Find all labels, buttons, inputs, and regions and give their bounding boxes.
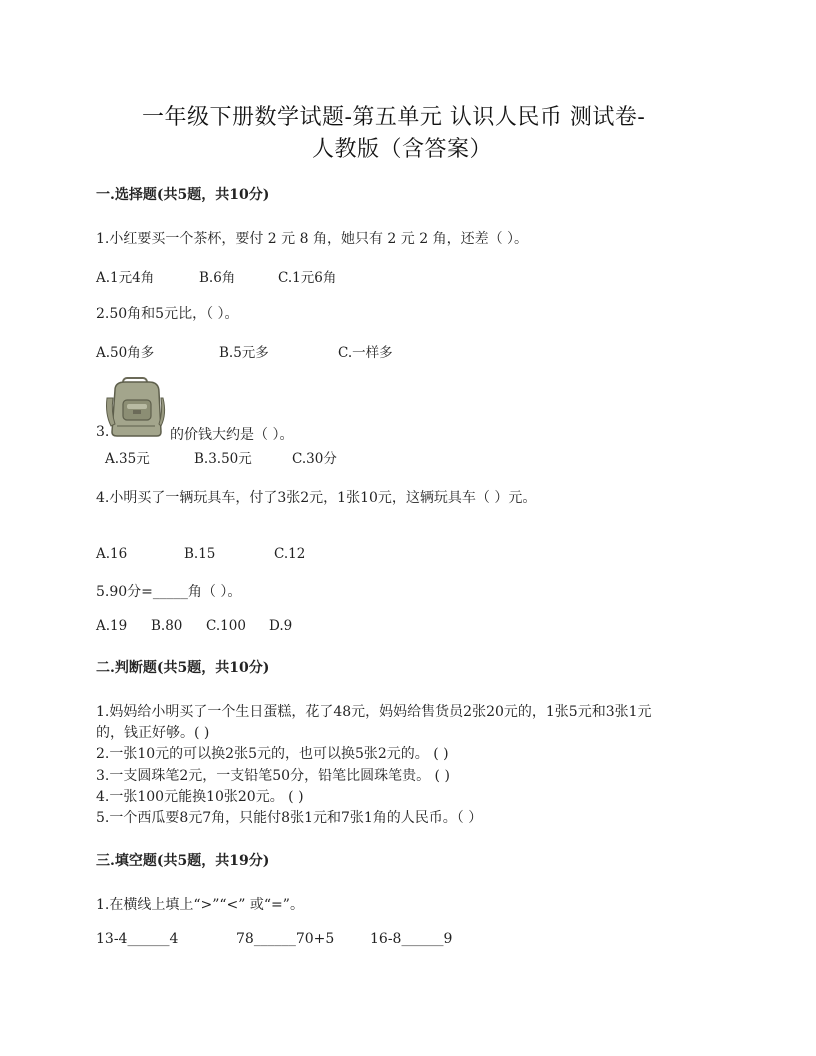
question-1-text: 1.小红要买一个茶杯，要付 2 元 8 角，她只有 2 元 2 角，还差（ ）。 <box>96 231 529 247</box>
q2-option-a: A.50角多 <box>96 345 155 361</box>
judgement-5: 5.一个西瓜要8元7角，只能付8张1元和7张1角的人民币。（ ） <box>96 810 483 826</box>
q1-option-c: C.1元6角 <box>278 270 337 286</box>
q1-option-b: B.6角 <box>199 270 236 286</box>
q5-option-b: B.80 <box>151 618 183 634</box>
question-2-text: 2.50角和5元比，（ ）。 <box>96 306 239 322</box>
backpack-image <box>103 376 169 438</box>
q3-option-a: A.35元 <box>105 451 150 467</box>
q4-option-a: A.16 <box>96 546 128 562</box>
section-heading-fill-in: 三.填空题(共5题，共19分) <box>96 853 270 869</box>
fill-in-blank-2: 78______70+5 <box>236 931 335 947</box>
q5-option-d: D.9 <box>269 618 293 634</box>
judgement-4: 4.一张100元能换10张20元。 ( ) <box>96 789 304 805</box>
q1-option-a: A.1元4角 <box>96 270 155 286</box>
judgement-3: 3.一支圆珠笔2元，一支铅笔50分，铅笔比圆珠笔贵。 ( ) <box>96 768 450 784</box>
q5-option-c: C.100 <box>206 618 246 634</box>
q4-option-c: C.12 <box>274 546 306 562</box>
q3-option-b: B.3.50元 <box>194 451 252 467</box>
fill-in-blank-3: 16-8______9 <box>370 931 453 947</box>
question-4-text: 4.小明买了一辆玩具车，付了3张2元，1张10元，这辆玩具车（ ）元。 <box>96 490 537 506</box>
page-title-line1: 一年级下册数学试题-第五单元 认识人民币 测试卷- <box>142 105 646 130</box>
judgement-2: 2.一张10元的可以换2张5元的，也可以换5张2元的。 ( ) <box>96 746 449 762</box>
q2-option-c: C.一样多 <box>338 345 393 361</box>
q3-option-c: C.30分 <box>292 451 337 467</box>
q4-option-b: B.15 <box>184 546 216 562</box>
fill-in-blank-1: 13-4______4 <box>96 931 179 947</box>
q2-option-b: B.5元多 <box>219 345 269 361</box>
question-3-text: 的价钱大约是（ ）。 <box>170 427 294 443</box>
question-5-text: 5.90分=_____角（ ）。 <box>96 584 242 600</box>
page-title-line2: 人教版（含答案） <box>312 137 493 162</box>
q5-option-a: A.19 <box>96 618 128 634</box>
fill-in-1-text: 1.在横线上填上“>”“<” 或“=”。 <box>96 897 304 913</box>
section-heading-judgement: 二.判断题(共5题，共10分) <box>96 660 270 676</box>
judgement-1-line2: 的，钱正好够。( ) <box>96 725 210 741</box>
section-heading-choice: 一.选择题(共5题，共10分) <box>96 187 270 203</box>
question-3-number: 3. <box>96 424 110 440</box>
judgement-1-line1: 1.妈妈给小明买了一个生日蛋糕，花了48元，妈妈给售货员2张20元的，1张5元和3张1元 <box>96 704 652 720</box>
